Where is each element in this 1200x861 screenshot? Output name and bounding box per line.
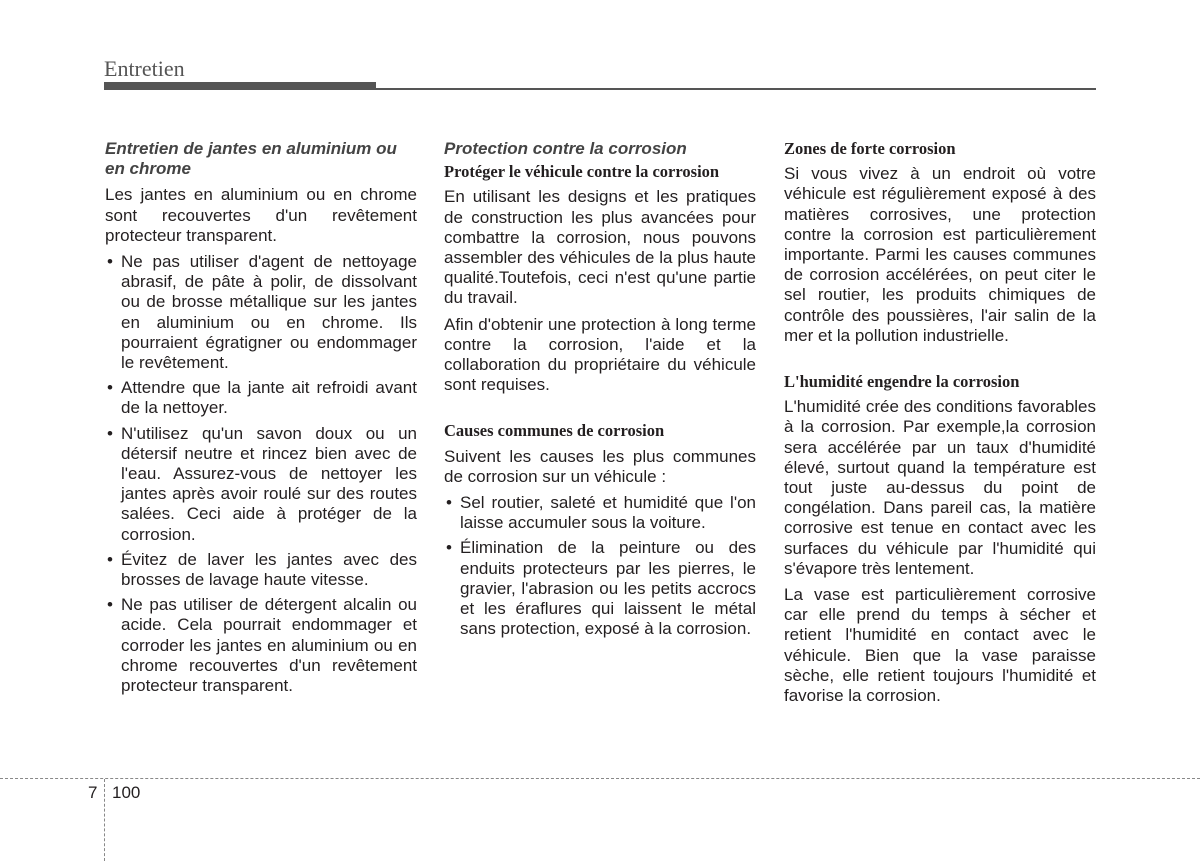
section-title: Entretien — [104, 56, 185, 81]
paragraph: En utilisant les designs et les pratiques de construction les plus avancées pour combattre la corrosion, nous pouvons assembler des véhicules de la plus haute qualité.Toutefois, ceci n'est qu'une partie du travail. — [444, 187, 756, 308]
list-item: • Évitez de laver les jantes avec des brosses de lavage haute vitesse. — [105, 550, 417, 590]
list-item: • Élimination de la peinture ou des enduits protecteurs par les pierres, le gravier, l'abrasion ou les petits accrocs et les éraflures qui laissent le métal sans protection, exposé à la corrosion. — [444, 538, 756, 639]
list-item: • N'utilisez qu'un savon doux ou un détersif neutre et rincez bien avec de l'eau. Assurez-vous de nettoyer les jantes après avoir roulé sur des routes salées. Ceci aide à protéger de la corrosion. — [105, 424, 417, 545]
paragraph: L'humidité crée des conditions favorables à la corrosion. Par exemple,la corrosion sera accélérée par un taux d'humidité élevé, surtout quand la température est tout juste au-dessus du point de congélation. Dans pareil cas, la matière corrosive est tenue en contact avec les surfaces du véhicule par l'humidité qui s'évapore très lentement. — [784, 397, 1096, 578]
page-number: 100 — [112, 783, 141, 802]
heading-wheels: Entretien de jantes en aluminium ou en chrome — [105, 139, 397, 179]
footer-vertical-divider — [104, 779, 105, 861]
footer-divider — [0, 778, 1200, 779]
list-item: • Ne pas utiliser d'agent de nettoyage abrasif, de pâte à polir, de dissolvant ou de brosse métallique sur les jantes en aluminium ou en chrome. Ils pourraient égratigner ou endommager le revêtement. — [105, 252, 417, 373]
paragraph: Les jantes en aluminium ou en chrome sont recouvertes d'un revêtement protecteur transparent. — [105, 185, 417, 245]
header-rule — [376, 88, 1096, 90]
paragraph: La vase est particulièrement corrosive car elle prend du temps à sécher et retient l'humidité en contact avec le véhicule. Bien que la vase paraisse sèche, elle retient toujours l'humidité et favorise la corrosion. — [784, 585, 1096, 706]
subheading-humidity: L'humidité engendre la corrosion — [784, 372, 1020, 392]
paragraph: Suivent les causes les plus communes de corrosion sur un véhicule : — [444, 446, 756, 486]
heading-corrosion: Protection contre la corrosion — [444, 139, 687, 158]
column-corrosion-zones — [784, 139, 1096, 712]
subheading-protect: Protéger le véhicule contre la corrosion — [444, 162, 720, 182]
chapter-number: 7 — [88, 783, 98, 802]
list-item: • Sel routier, saleté et humidité que l'on laisse accumuler sous la voiture. — [444, 493, 756, 533]
paragraph: Afin d'obtenir une protection à long terme contre la corrosion, l'aide et la collaboration du propriétaire du véhicule sont requises. — [444, 314, 756, 395]
subheading-zones: Zones de forte corrosion — [784, 139, 956, 158]
paragraph: Si vous vivez à un endroit où votre véhicule est régulièrement exposé à des matières corrosives, une protection contre la corrosion est particulièrement importante. Parmi les causes communes de corrosion accélérées, on peut citer le sel routier, les produits chimiques de contrôle des poussières, l'air salin de la mer et la pollution industrielle. — [784, 164, 1096, 345]
subheading-causes: Causes communes de corrosion — [444, 421, 665, 441]
bullet-list — [105, 252, 417, 696]
list-item: • Ne pas utiliser de détergent alcalin ou acide. Cela pourrait endommager et corroder les jantes en aluminium ou en chrome recouvertes d'un revêtement protecteur transparent. — [105, 595, 417, 696]
list-item: • Attendre que la jante ait refroidi avant de la nettoyer. — [105, 378, 417, 418]
column-wheels — [105, 139, 417, 701]
column-corrosion-protection — [444, 139, 756, 644]
header-bar — [104, 82, 376, 90]
bullet-list — [444, 493, 756, 639]
